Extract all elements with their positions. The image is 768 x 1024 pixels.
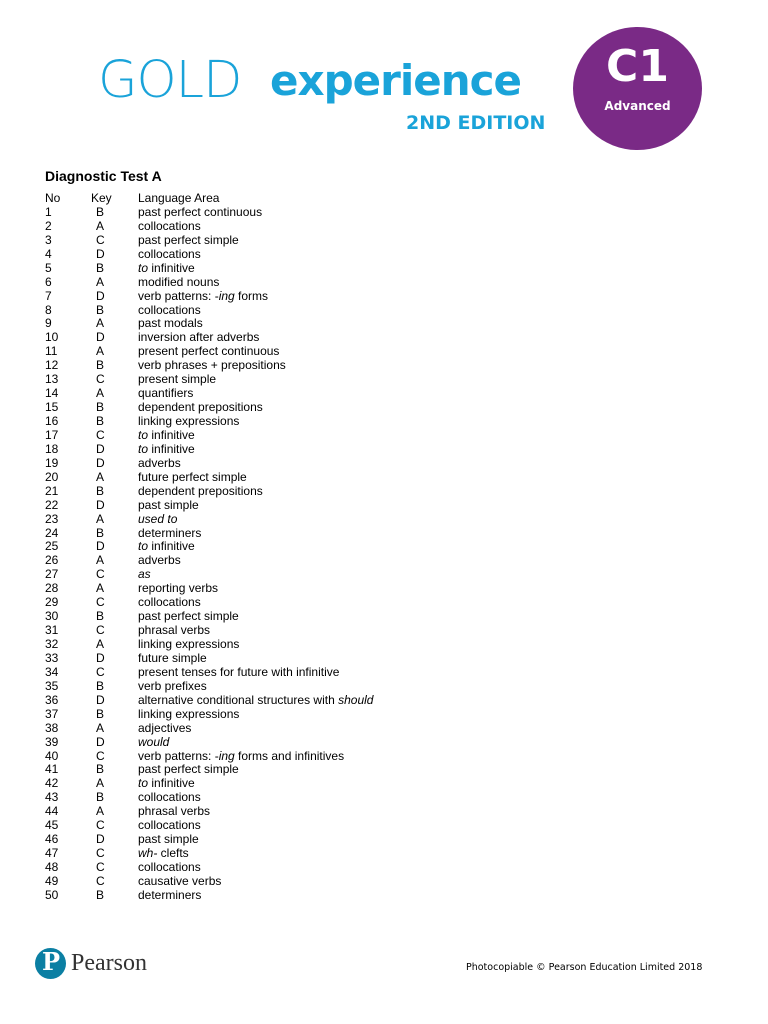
row-number: 15 <box>45 400 59 415</box>
area-text: collocations <box>138 246 201 261</box>
row-language-area <box>138 847 545 861</box>
row-key: A <box>96 804 105 819</box>
area-text: past perfect simple <box>138 232 239 247</box>
copyright-notice: Photocopiable © Pearson Education Limited 2018 <box>466 962 703 973</box>
area-text: quantifiers <box>138 386 194 401</box>
row-number: 47 <box>45 846 59 861</box>
row-number: 21 <box>45 483 59 498</box>
row-key: C <box>96 623 105 638</box>
row-number: 29 <box>45 595 59 610</box>
table-row <box>45 596 545 610</box>
area-text: reporting verbs <box>138 581 219 596</box>
table-row <box>45 819 545 833</box>
row-language-area <box>138 596 545 610</box>
table-row <box>45 763 545 777</box>
table-row <box>45 401 545 415</box>
area-text: phrasal verbs <box>138 623 211 638</box>
logo-experience: experience <box>270 56 522 105</box>
column-header-key: Key <box>91 191 112 205</box>
row-number: 13 <box>45 372 59 387</box>
table-row <box>45 722 545 736</box>
row-number: 25 <box>45 539 59 554</box>
level-code: C1 <box>606 41 669 92</box>
row-number: 38 <box>45 720 59 735</box>
italic-term: wh- <box>138 846 158 861</box>
table-row <box>45 499 545 513</box>
table-row <box>45 875 545 889</box>
table-row <box>45 345 545 359</box>
row-number: 46 <box>45 832 59 847</box>
area-text: past perfect continuous <box>138 204 263 219</box>
italic-term: to <box>138 441 149 456</box>
row-language-area <box>138 429 545 443</box>
area-text: past simple <box>138 497 199 512</box>
row-language-area <box>138 220 545 234</box>
row-key: B <box>96 302 105 317</box>
row-language-area <box>138 750 545 764</box>
row-number: 33 <box>45 650 59 665</box>
table-row <box>45 680 545 694</box>
row-number: 27 <box>45 567 59 582</box>
table-row <box>45 415 545 429</box>
row-number: 14 <box>45 386 59 401</box>
row-language-area <box>138 568 545 582</box>
area-text: adverbs <box>138 455 181 470</box>
table-row <box>45 638 545 652</box>
area-text: inversion after adverbs <box>138 330 260 345</box>
row-language-area <box>138 359 545 373</box>
row-key: A <box>96 218 105 233</box>
area-text: dependent prepositions <box>138 400 263 415</box>
table-row <box>45 540 545 554</box>
area-text: determiners <box>138 887 202 902</box>
area-text: collocations <box>138 860 201 874</box>
table-row <box>45 220 545 234</box>
table-row <box>45 485 545 499</box>
row-language-area <box>138 819 545 833</box>
row-key: C <box>96 873 105 888</box>
row-key: C <box>96 664 105 679</box>
row-number: 4 <box>45 246 52 261</box>
row-number: 28 <box>45 581 59 596</box>
row-number: 11 <box>45 344 58 359</box>
row-language-area <box>138 777 545 791</box>
row-key: D <box>96 692 105 707</box>
row-language-area <box>138 304 545 318</box>
row-number: 34 <box>45 664 59 679</box>
area-text: linking expressions <box>138 414 240 428</box>
row-language-area <box>138 554 545 568</box>
table-row <box>45 373 545 387</box>
row-key: C <box>96 595 105 610</box>
row-key: B <box>96 609 105 624</box>
table-row <box>45 527 545 541</box>
row-number: 35 <box>45 678 59 693</box>
area-text: linking expressions <box>138 637 240 651</box>
row-language-area <box>138 290 545 304</box>
row-key: D <box>96 734 105 749</box>
table-row <box>45 234 545 248</box>
table-row <box>45 471 545 485</box>
table-row <box>45 304 545 318</box>
row-language-area <box>138 875 545 889</box>
row-key: D <box>96 650 105 665</box>
table-row <box>45 443 545 457</box>
area-text: linking expressions <box>138 706 240 721</box>
row-language-area <box>138 763 545 777</box>
row-key: B <box>96 762 105 777</box>
area-text: infinitive <box>148 260 195 275</box>
row-number: 17 <box>45 427 59 442</box>
row-number: 44 <box>45 804 59 819</box>
row-key: C <box>96 427 105 442</box>
row-key: A <box>96 274 105 289</box>
row-language-area <box>138 457 545 471</box>
italic-term: ing <box>218 748 235 763</box>
row-number: 48 <box>45 860 59 874</box>
row-key: B <box>96 260 105 275</box>
table-header <box>45 192 545 206</box>
table-row <box>45 736 545 750</box>
column-header-language-area: Language Area <box>138 191 220 205</box>
row-language-area <box>138 206 545 220</box>
row-key: D <box>96 497 105 512</box>
italic-term: ing <box>218 288 235 303</box>
row-language-area <box>138 443 545 457</box>
row-key: D <box>96 246 105 261</box>
area-text: collocations <box>138 790 201 805</box>
area-text: infinitive <box>148 441 195 456</box>
table-row <box>45 359 545 373</box>
row-key: A <box>96 776 105 791</box>
italic-term: to <box>138 539 149 554</box>
row-language-area <box>138 485 545 499</box>
table-row <box>45 805 545 819</box>
area-text: adverbs <box>138 553 181 568</box>
row-language-area <box>138 610 545 624</box>
row-key: C <box>96 748 105 763</box>
table-row <box>45 708 545 722</box>
row-number: 3 <box>45 232 52 247</box>
row-language-area <box>138 415 545 429</box>
row-number: 10 <box>45 330 59 345</box>
row-key: C <box>96 846 105 861</box>
italic-term: to <box>138 427 149 442</box>
row-number: 18 <box>45 441 59 456</box>
table-row <box>45 457 545 471</box>
row-number: 42 <box>45 776 59 791</box>
table-row <box>45 317 545 331</box>
area-text: alternative conditional structures with <box>138 692 339 707</box>
area-text: past perfect simple <box>138 762 239 777</box>
row-key: C <box>96 372 105 387</box>
row-number: 45 <box>45 818 59 833</box>
row-key: B <box>96 678 105 693</box>
row-number: 43 <box>45 790 59 805</box>
table-row <box>45 777 545 791</box>
row-language-area <box>138 582 545 596</box>
row-key: A <box>96 469 105 484</box>
row-key: B <box>96 887 105 902</box>
italic-term: as <box>138 567 151 582</box>
row-number: 22 <box>45 497 59 512</box>
level-badge <box>573 27 702 150</box>
row-key: B <box>96 400 105 415</box>
row-number: 31 <box>45 623 59 638</box>
row-number: 23 <box>45 511 59 526</box>
row-language-area <box>138 736 545 750</box>
italic-term: used to <box>138 511 178 526</box>
row-key: D <box>96 539 105 554</box>
row-language-area <box>138 527 545 541</box>
table-row <box>45 861 545 875</box>
row-key: B <box>96 706 105 721</box>
row-key: A <box>96 720 105 735</box>
table-row <box>45 610 545 624</box>
italic-term: to <box>138 776 149 791</box>
row-language-area <box>138 471 545 485</box>
area-text: phrasal verbs <box>138 804 211 819</box>
row-number: 2 <box>45 218 52 233</box>
table-row <box>45 582 545 596</box>
row-language-area <box>138 652 545 666</box>
row-language-area <box>138 722 545 736</box>
italic-term: should <box>338 692 374 707</box>
row-number: 39 <box>45 734 59 749</box>
row-key: D <box>96 330 105 345</box>
row-number: 8 <box>45 302 52 317</box>
area-text: future perfect simple <box>138 469 247 484</box>
row-number: 37 <box>45 706 59 721</box>
area-text: past modals <box>138 316 203 331</box>
table-row <box>45 666 545 680</box>
row-key: A <box>96 581 105 596</box>
area-text: collocations <box>138 218 201 233</box>
row-language-area <box>138 680 545 694</box>
table-row <box>45 833 545 847</box>
row-language-area <box>138 861 545 875</box>
row-number: 19 <box>45 455 59 470</box>
row-language-area <box>138 331 545 345</box>
row-number: 40 <box>45 748 59 763</box>
area-text: infinitive <box>148 539 195 554</box>
row-key: A <box>96 316 105 331</box>
area-text: present simple <box>138 372 217 387</box>
row-key: A <box>96 637 105 651</box>
row-key: B <box>96 358 105 373</box>
row-key: D <box>96 832 105 847</box>
row-number: 24 <box>45 525 59 540</box>
table-row <box>45 847 545 861</box>
area-text: verb prefixes <box>138 678 207 693</box>
area-text: adjectives <box>138 720 192 735</box>
area-text: forms <box>234 288 269 303</box>
row-number: 32 <box>45 637 59 651</box>
row-language-area <box>138 345 545 359</box>
row-key: B <box>96 414 105 428</box>
area-text: verb patterns: - <box>138 288 219 303</box>
row-number: 9 <box>45 316 52 331</box>
area-text: present perfect continuous <box>138 344 280 359</box>
row-language-area <box>138 373 545 387</box>
table-row <box>45 513 545 527</box>
table-row <box>45 290 545 304</box>
row-language-area <box>138 666 545 680</box>
area-text: collocations <box>138 818 201 833</box>
italic-term: would <box>138 734 170 749</box>
table-body <box>45 206 545 903</box>
row-language-area <box>138 791 545 805</box>
area-text: verb phrases + prepositions <box>138 358 286 373</box>
row-language-area <box>138 805 545 819</box>
row-key: D <box>96 288 105 303</box>
area-text: past perfect simple <box>138 609 239 624</box>
table-row <box>45 694 545 708</box>
table-row <box>45 248 545 262</box>
table-row <box>45 387 545 401</box>
area-text: collocations <box>138 595 201 610</box>
table-row <box>45 262 545 276</box>
row-key: B <box>96 790 105 805</box>
logo-edition: 2ND EDITION <box>406 112 546 134</box>
area-text: causative verbs <box>138 873 222 888</box>
table-row <box>45 889 545 903</box>
row-key: C <box>96 818 105 833</box>
area-text: determiners <box>138 525 202 540</box>
row-number: 1 <box>45 204 52 219</box>
row-number: 6 <box>45 274 52 289</box>
pearson-wordmark: Pearson <box>71 950 147 976</box>
area-text: collocations <box>138 302 201 317</box>
row-language-area <box>138 317 545 331</box>
table-row <box>45 568 545 582</box>
row-language-area <box>138 694 545 708</box>
row-key: A <box>96 511 105 526</box>
table-row <box>45 331 545 345</box>
row-number: 50 <box>45 887 59 902</box>
row-language-area <box>138 401 545 415</box>
row-number: 20 <box>45 469 59 484</box>
page-title: Diagnostic Test A <box>45 168 162 184</box>
row-language-area <box>138 499 545 513</box>
row-number: 12 <box>45 358 59 373</box>
area-text: modified nouns <box>138 274 220 289</box>
row-key: D <box>96 441 105 456</box>
row-language-area <box>138 387 545 401</box>
row-key: C <box>96 860 105 874</box>
row-number: 30 <box>45 609 59 624</box>
row-language-area <box>138 248 545 262</box>
table-row <box>45 554 545 568</box>
logo-gold: GOLD <box>98 51 242 110</box>
answer-key-table <box>45 192 545 903</box>
area-text: forms and infinitives <box>234 748 345 763</box>
italic-term: to <box>138 260 149 275</box>
area-text: dependent prepositions <box>138 483 263 498</box>
row-key: A <box>96 553 105 568</box>
row-language-area <box>138 276 545 290</box>
row-language-area <box>138 540 545 554</box>
table-row <box>45 429 545 443</box>
area-text: verb patterns: - <box>138 748 219 763</box>
table-row <box>45 276 545 290</box>
column-header-no: No <box>45 191 61 205</box>
row-number: 5 <box>45 260 52 275</box>
row-language-area <box>138 624 545 638</box>
pearson-logo-icon: P <box>35 948 66 979</box>
row-key: B <box>96 204 105 219</box>
level-name: Advanced <box>604 99 671 113</box>
area-text: present tenses for future with infinitive <box>138 664 340 679</box>
row-number: 36 <box>45 692 59 707</box>
row-language-area <box>138 234 545 248</box>
row-number: 49 <box>45 873 59 888</box>
row-key: B <box>96 525 105 540</box>
area-text: infinitive <box>148 427 195 442</box>
row-language-area <box>138 833 545 847</box>
row-key: A <box>96 386 105 401</box>
row-key: A <box>96 344 105 359</box>
table-row <box>45 750 545 764</box>
row-language-area <box>138 708 545 722</box>
table-row <box>45 791 545 805</box>
row-language-area <box>138 513 545 527</box>
row-key: B <box>96 483 105 498</box>
row-key: C <box>96 567 105 582</box>
table-row <box>45 652 545 666</box>
area-text: future simple <box>138 650 207 665</box>
area-text: past simple <box>138 832 199 847</box>
row-language-area <box>138 262 545 276</box>
row-language-area <box>138 889 545 903</box>
row-key: D <box>96 455 105 470</box>
row-number: 16 <box>45 414 59 428</box>
row-number: 26 <box>45 553 59 568</box>
table-row <box>45 624 545 638</box>
row-language-area <box>138 638 545 652</box>
area-text: clefts <box>157 846 189 861</box>
row-number: 41 <box>45 762 59 777</box>
area-text: infinitive <box>148 776 195 791</box>
row-key: C <box>96 232 105 247</box>
row-number: 7 <box>45 288 52 303</box>
table-row <box>45 206 545 220</box>
